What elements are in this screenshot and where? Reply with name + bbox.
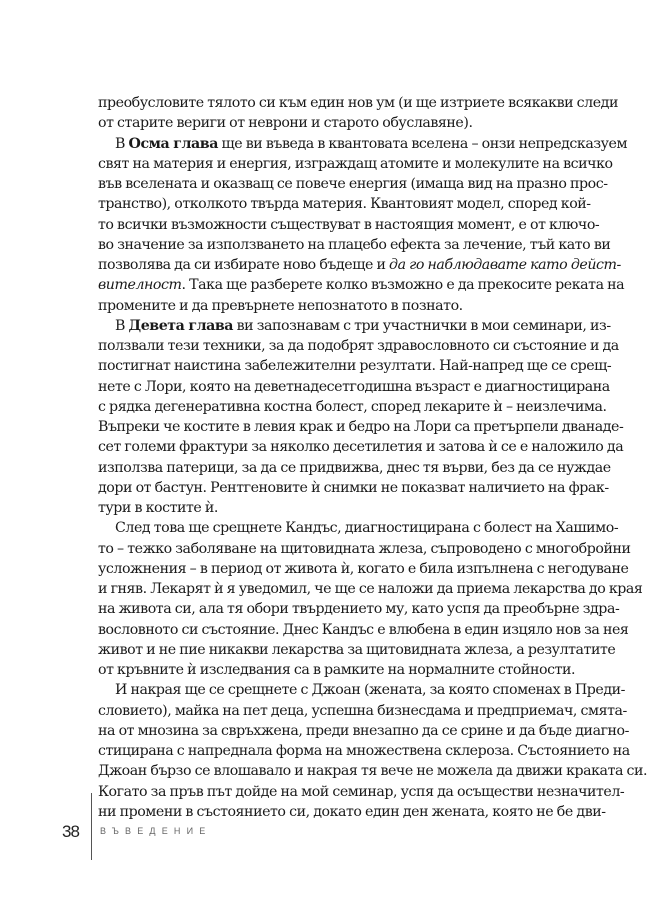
text-line <box>98 559 629 579</box>
text-segment: Въпреки че костите в левия крак и бедро на Лори са претърпели дванаде- <box>98 419 624 435</box>
running-head: ВЪВЕДЕНИЕ <box>100 826 212 836</box>
page-number: 38 <box>62 822 79 841</box>
text-line <box>98 255 621 275</box>
text-segment: позволява да си избирате ново бъдеще и <box>98 257 390 273</box>
text-segment: то всички възможности съществуват в настоящия момент, е от ключо- <box>98 216 600 233</box>
text-segment: . Така ще разберете колко възможно е да прекосите реката на <box>181 277 625 294</box>
text-segment: живот и не пие никакви лекарства за щитовидната жлеза, а резултатите <box>98 641 616 658</box>
text-line <box>98 437 624 457</box>
text-segment: сет големи фрактури за няколко десетилетия и затова ѝ се е наложило да <box>98 439 624 456</box>
text-line <box>98 761 648 781</box>
text-line <box>98 721 629 741</box>
text-line <box>98 356 612 376</box>
text-line <box>98 377 610 397</box>
text-segment: ще ви въведа в квантовата вселена – онзи непредсказуем <box>217 135 628 152</box>
text-line <box>98 134 628 154</box>
text-line <box>98 802 606 822</box>
text-segment: во значение за използването на плацебо ефекта за лечение, тъй като ви <box>98 236 611 253</box>
text-segment: постигнат наистина забележителни резултати. Най-напред ще се срещ- <box>98 358 612 375</box>
footer-divider <box>91 793 92 860</box>
text-segment: на от мнозина за свръхжена, преди внезапно да се срине и да бъде диагно- <box>98 722 629 739</box>
text-line <box>98 113 570 133</box>
text-segment: преобусловите тялото си към един нов ум (и ще изтриете всякакви следи <box>98 95 618 111</box>
text-line <box>98 660 576 680</box>
text-segment: стицирана с напреднала форма на множествена склероза. Състоянието на <box>98 743 630 759</box>
bold-text: Девета глава <box>128 317 234 334</box>
text-segment: промените и да превърнете непознатото в познато. <box>98 297 463 314</box>
text-segment: В <box>115 317 129 334</box>
text-line <box>98 194 591 214</box>
text-line <box>98 235 611 255</box>
text-line <box>98 174 608 194</box>
text-segment: ви запознавам с три участнички в мои семинари, из- <box>233 317 611 334</box>
italic-text: вителност <box>98 277 182 294</box>
text-segment: то – тежко заболяване на щитовидната жлеза, съпроводено с многобройни <box>98 540 631 557</box>
text-line <box>98 417 624 437</box>
text-segment: усложнения – в период от живота ѝ, когато е била изпълнена с негодуване <box>98 560 629 577</box>
text-segment: Когато за пръв път дойде на мой семинар, успя да осъществи незначител- <box>98 783 625 800</box>
text-line <box>98 640 616 660</box>
text-segment: нете с Лори, която на деветнадесетгодишна възраст е диагностицирана <box>98 378 610 395</box>
text-segment: от кръвните ѝ изследвания са в рамките на нормалните стойности. <box>98 662 576 678</box>
text-segment: с рядка дегенеративна костна болест, според лекарите ѝ – неизлечима. <box>98 398 607 415</box>
text-segment: дори от бастун. Рентгеновите ѝ снимки не показват наличието на фрак- <box>98 479 609 496</box>
text-line <box>98 741 630 761</box>
text-segment: вословното си състояние. Днес Кандъс е влюбена в един изцяло нов за нея <box>98 621 629 638</box>
text-segment: от старите вериги от неврони и старото обуславяне). <box>98 115 473 132</box>
text-line <box>98 215 600 235</box>
text-segment: Джоан бързо се влошавало и накрая тя вече не можела да движи краката си. <box>98 763 648 780</box>
text-line <box>98 782 625 802</box>
body-text <box>98 93 648 822</box>
text-line <box>98 93 618 113</box>
text-line <box>98 518 619 538</box>
text-line <box>98 275 625 295</box>
text-line <box>98 336 619 356</box>
text-line <box>98 701 627 721</box>
text-segment: свят на материя и енергия, изграждащ атомите и молекулите на всичко <box>98 155 613 172</box>
text-line <box>98 154 613 174</box>
text-segment: във вселената и оказващ се повече енергия (имаща вид на празно прос- <box>98 176 608 192</box>
text-line <box>98 680 626 700</box>
text-line <box>98 478 609 498</box>
text-segment: словието), майка на пет деца, успешна бизнесдама и предприемач, смята- <box>98 702 627 719</box>
text-segment: И накрая ще се срещнете с Джоан (жената, за която споменах в Преди- <box>115 682 626 699</box>
text-segment: След това ще срещнете Кандъс, диагностицирана с болест на Хашимо- <box>115 520 619 537</box>
text-segment: и гняв. Лекарят ѝ я уведомил, че ще се наложи да приема лекарства до края <box>98 581 643 597</box>
text-line <box>98 397 607 417</box>
text-line <box>98 316 611 336</box>
text-line <box>98 296 570 316</box>
text-line <box>98 458 611 478</box>
text-line <box>98 599 620 619</box>
text-segment: В <box>115 135 129 152</box>
text-line <box>98 498 570 518</box>
text-segment: транство), отколкото твърда материя. Квантовият модел, според кой- <box>98 196 591 213</box>
bold-text: Осма глава <box>128 135 218 152</box>
text-line <box>98 620 629 640</box>
text-segment: тури в костите ѝ. <box>98 500 218 516</box>
text-segment: на живота си, ала тя обори твърдението му, като успя да преобърне здра- <box>98 601 620 618</box>
text-segment: ни промени в състоянието си, докато един ден жената, която не бе дви- <box>98 803 606 820</box>
text-segment: използва патерици, за да се придвижва, днес тя върви, без да се нуждае <box>98 459 611 476</box>
italic-text: да го наблюдавате като дейст- <box>389 257 621 273</box>
text-line <box>98 579 643 599</box>
text-segment: ползвали тези техники, за да подобрят здравословното си състояние и да <box>98 338 619 354</box>
text-line <box>98 539 631 559</box>
